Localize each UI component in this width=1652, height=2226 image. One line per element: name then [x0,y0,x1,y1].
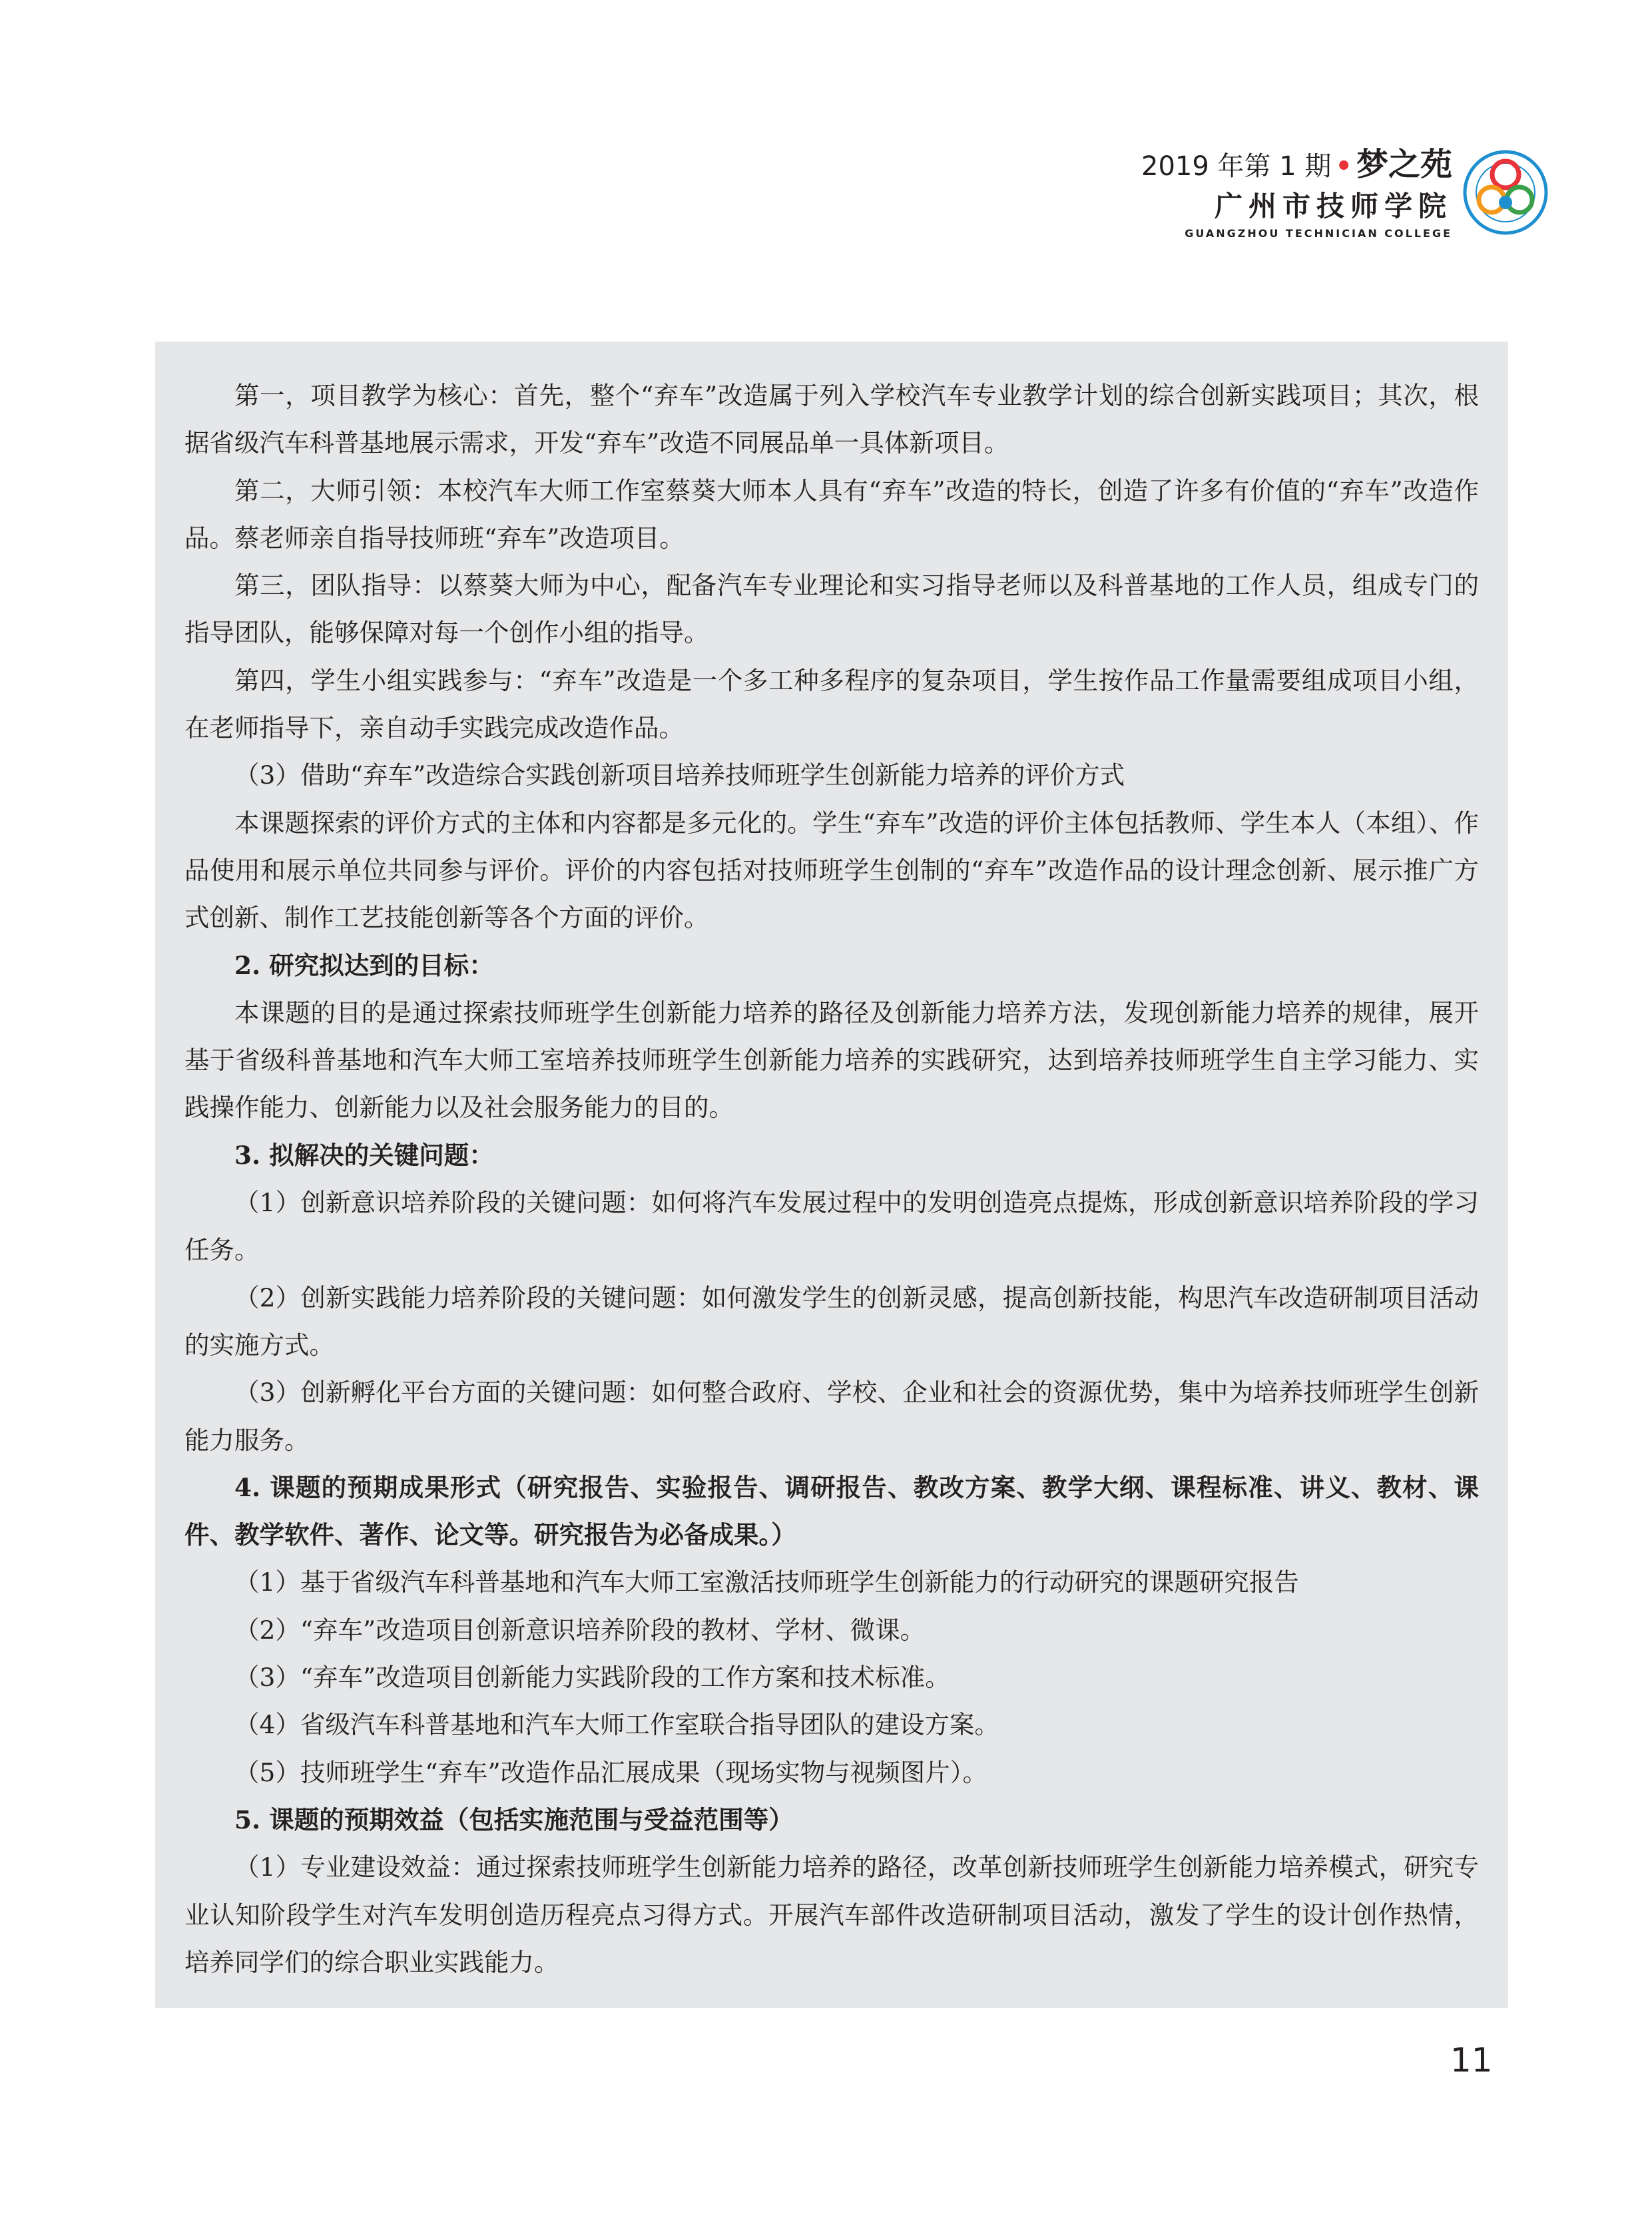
section-heading-4: 4. 课题的预期成果形式（研究报告、实验报告、调研报告、教改方案、教学大纲、课程标准、讲义、教材、课件、教学软件、著作、论文等。研究报告为必备成果。） [184,1472,1479,1550]
magazine-title: 梦之苑 [1356,146,1452,183]
issue-label: 2019 年第 1 期 [1141,151,1332,182]
key-issue-3: （3）创新孵化平台方面的关键问题：如何整合政府、学校、企业和社会的资源优势，集中为培养技师班学生创新能力服务。 [184,1378,1479,1455]
section-heading-5: 5. 课题的预期效益（包括实施范围与受益范围等） [234,1805,794,1834]
key-issue-1: （1）创新意识培养阶段的关键问题：如何将汽车发展过程中的发明创造亮点提炼，形成创新意识培养阶段的学习任务。 [184,1188,1479,1265]
outcome-2: （2）“弃车”改造项目创新意识培养阶段的教材、学材、微课。 [234,1615,926,1645]
paragraph-4: 第四，学生小组实践参与：“弃车”改造是一个多工种多程序的复杂项目，学生按作品工作量需要组成项目小组，在老师指导下，亲自动手实践完成改造作品。 [184,665,1479,743]
college-logo-icon [1462,149,1549,236]
paragraph-2: 第二，大师引领：本校汽车大师工作室蔡葵大师本人具有“弃车”改造的特长，创造了许多有价值的“弃车”改造作品。蔡老师亲自指导技师班“弃车”改造项目。 [184,475,1479,553]
evaluation-heading: （3）借助“弃车”改造综合实践创新项目培养技师班学生创新能力培养的评价方式 [234,760,1125,790]
issue-line [1141,148,1452,183]
section-heading-2: 2. 研究拟达到的目标： [234,950,494,980]
key-issue-2: （2）创新实践能力培养阶段的关键问题：如何激发学生的创新灵感，提高创新技能，构思汽车改造研制项目活动的实施方式。 [184,1282,1479,1360]
page-header [1141,148,1452,240]
goals-paragraph: 本课题的目的是通过探索技师班学生创新能力培养的路径及创新能力培养方法，发现创新能力培养的规律，展开基于省级科普基地和汽车大师工室培养技师班学生创新能力培养的实践研究，达到培养技师班学生自主学习能力、实践操作能力、创新能力以及社会服务能力的目的。 [184,997,1479,1123]
paragraph-3: 第三，团队指导：以蔡葵大师为中心，配备汽车专业理论和实习指导老师以及科普基地的工作人员，组成专门的指导团队，能够保障对每一个创作小组的指导。 [184,571,1479,648]
outcome-3: （3）“弃车”改造项目创新能力实践阶段的工作方案和技术标准。 [234,1663,950,1693]
benefit-1: （1）专业建设效益：通过探索技师班学生创新能力培养的路径，改革创新技师班学生创新能力培养模式，研究专业认知阶段学生对汽车发明创造历程亮点习得方式。开展汽车部件改造研制项目活动，激发了学生的设计创作热情，培养同学们的综合职业实践能力。 [184,1852,1479,1977]
content-panel [155,342,1508,2008]
college-name-cn: 广州市技师学院 [1214,190,1452,222]
outcome-4: （4）省级汽车科普基地和汽车大师工作室联合指导团队的建设方案。 [234,1710,999,1740]
evaluation-paragraph: 本课题探索的评价方式的主体和内容都是多元化的。学生“弃车”改造的评价主体包括教师、学生本人（本组）、作品使用和展示单位共同参与评价。评价的内容包括对技师班学生创制的“弃车”改造作品的设计理念创新、展示推广方式创新、制作工艺技能创新等各个方面的评价。 [184,808,1479,933]
outcome-1: （1）基于省级汽车科普基地和汽车大师工室激活技师班学生创新能力的行动研究的课题研究报告 [234,1567,1299,1597]
paragraph-1: 第一，项目教学为核心：首先，整个“弃车”改造属于列入学校汽车专业教学计划的综合创新实践项目；其次，根据省级汽车科普基地展示需求，开发“弃车”改造不同展品单一具体新项目。 [184,381,1479,458]
college-name-en: GUANGZHOU TECHNICIAN COLLEGE [1185,227,1452,240]
section-heading-3: 3. 拟解决的关键问题： [234,1140,494,1170]
separator-dot: • [1335,151,1352,182]
outcome-5: （5）技师班学生“弃车”改造作品汇展成果（现场实物与视频图片）。 [234,1757,987,1787]
page-number: 11 [1450,2041,1493,2080]
